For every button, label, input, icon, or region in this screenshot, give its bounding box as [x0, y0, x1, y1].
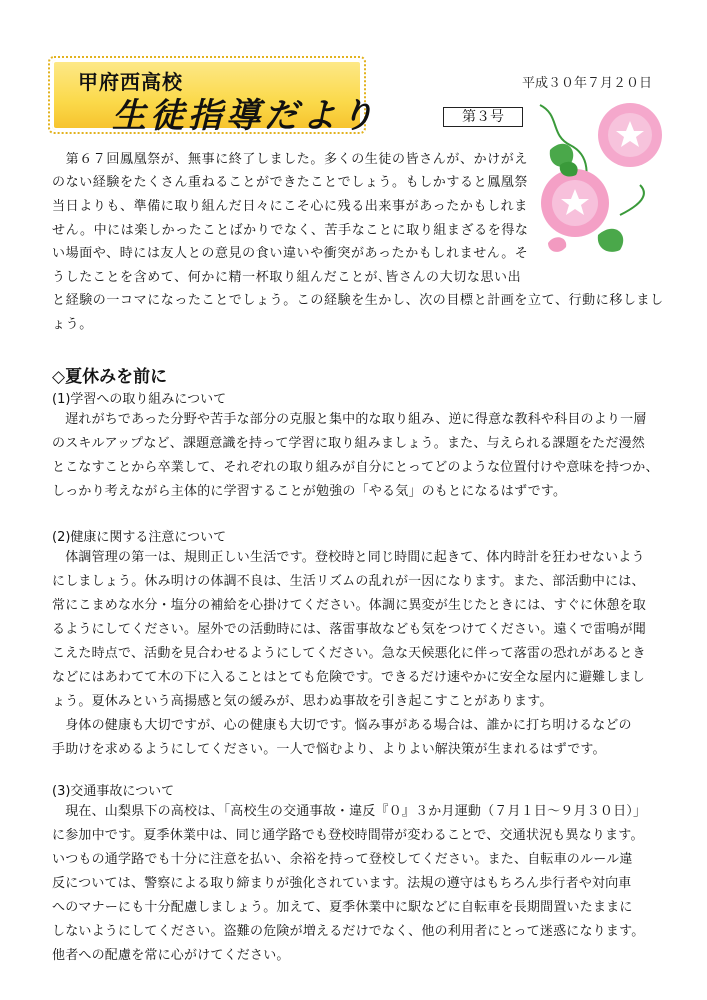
- flower-icon: [541, 169, 609, 237]
- intro-line: うしたことを含めて、何かに精一杯取り組んだことが､皆さんの大切な思い出: [52, 270, 522, 285]
- issue-date: 平成３０年７月２０日: [522, 76, 653, 91]
- subsection-title-study: (1)学習への取り組みについて: [52, 392, 227, 407]
- intro-line: と経験の一コマになったことでしょう。この経験を生かし、次の目標と計画を立て、行動に移しまし: [52, 293, 664, 308]
- body-line: 体調管理の第一は、規則正しい生活です。登校時と同じ時間に起きて、体内時計を狂わせないよう: [52, 550, 645, 565]
- bud-icon: [548, 237, 566, 252]
- body-line: こえた時点で、活動を見合わせるようにしてください。急な天候悪化に伴って落雷の恐れがあるとき: [52, 646, 646, 661]
- body-line: 身体の健康も大切ですが、心の健康も大切です。悩み事がある場合は、誰かに打ち明けるなどの: [52, 718, 632, 733]
- newsletter-title: 生徒指導だより: [112, 96, 378, 136]
- body-line: 他者への配慮を常に心がけてください。: [52, 948, 290, 963]
- body-line: とこなすことから卒業して、それぞれの取り組みが自分にとってどのような位置付けや意味を持つか、: [52, 460, 659, 475]
- section-heading: ◇夏休みを前に: [52, 367, 168, 387]
- morning-glory-illustration: [520, 95, 680, 265]
- body-line: しっかり考えながら主体的に学習することが勉強の「やる気」のもとになるはずです。: [52, 484, 567, 499]
- intro-line: のない経験をたくさん重ねることができたことでしょう。もしかすると鳳凰祭: [52, 175, 529, 190]
- subsection-title-traffic: (3)交通事故について: [52, 784, 175, 799]
- issue-number: 第３号: [443, 107, 523, 127]
- body-line: に参加中です。夏季休業中は、同じ通学路でも登校時間帯が変わることで、交通状況も異なります。: [52, 828, 644, 843]
- body-line: 手助けを求めるようにしてください。一人で悩むより、よりよい解決策が生まれるはずです。: [52, 742, 606, 757]
- school-name: 甲府西高校: [78, 70, 183, 94]
- body-line: るようにしてください。屋外での活動時には、落雷事故なども気をつけてください。遠くで雷鳴が聞: [52, 622, 647, 637]
- intro-line: せん。中には楽しかったことばかりでなく、苦手なことに取り組まざるを得な: [52, 223, 529, 238]
- body-line: ょう。夏休みという高揚感と気の緩みが、思わぬ事故を引き起こすことがあります。: [52, 694, 553, 709]
- body-line: にしましょう。休み明けの体調不良は、生活リズムの乱れが一因になります。また、部活動中には、: [52, 574, 645, 589]
- body-line: しないようにしてください。盗難の危険が増えるだけでなく、他の利用者にとって迷惑になります。: [52, 924, 645, 939]
- body-line: 常にこまめな水分・塩分の補給を心掛けてください。体調に異変が生じたときには、すぐに休憩を取: [52, 598, 647, 613]
- intro-line: い場面や、時には友人との意見の食い違いや衝突があったかもしれません。そ: [52, 246, 529, 261]
- intro-line: ょう。: [52, 317, 93, 332]
- intro-line: 第６７回鳳凰祭が、無事に終了しました。多くの生徒の皆さんが、かけがえ: [52, 152, 529, 167]
- body-line: 反については、警察による取り締まりが強化されています。法規の遵守はもちろん歩行者や対向車: [52, 876, 632, 891]
- subsection-title-health: (2)健康に関する注意について: [52, 530, 227, 545]
- intro-line: 当日よりも、準備に取り組んだ日々にこそ心に残る出来事があったかもしれま: [52, 199, 528, 214]
- body-line: 現在、山梨県下の高校は、「高校生の交通事故・違反『０』３か月運動（７月１日～９月３０日）」: [52, 804, 647, 819]
- body-line: 遅れがちであった分野や苦手な部分の克服と集中的な取り組み、逆に得意な教科や科目のより一層: [52, 412, 647, 427]
- body-line: へのマナーにも十分配慮しましょう。加えて、夏季休業中に駅などに自転車を長期間置いたままに: [52, 900, 633, 915]
- body-line: などにはあわてて木の下に入ることはとても危険です。できるだけ速やかに安全な屋内に避難しまし: [52, 670, 645, 685]
- flower-icon: [598, 103, 662, 167]
- body-line: のスキルアップなど、課題意識を持って学習に取り組みましょう。また、与えられる課題をただ漫然: [52, 436, 645, 451]
- body-line: いつもの通学路でも十分に注意を払い、余裕を持って登校してください。また、自転車のルール違: [52, 852, 633, 867]
